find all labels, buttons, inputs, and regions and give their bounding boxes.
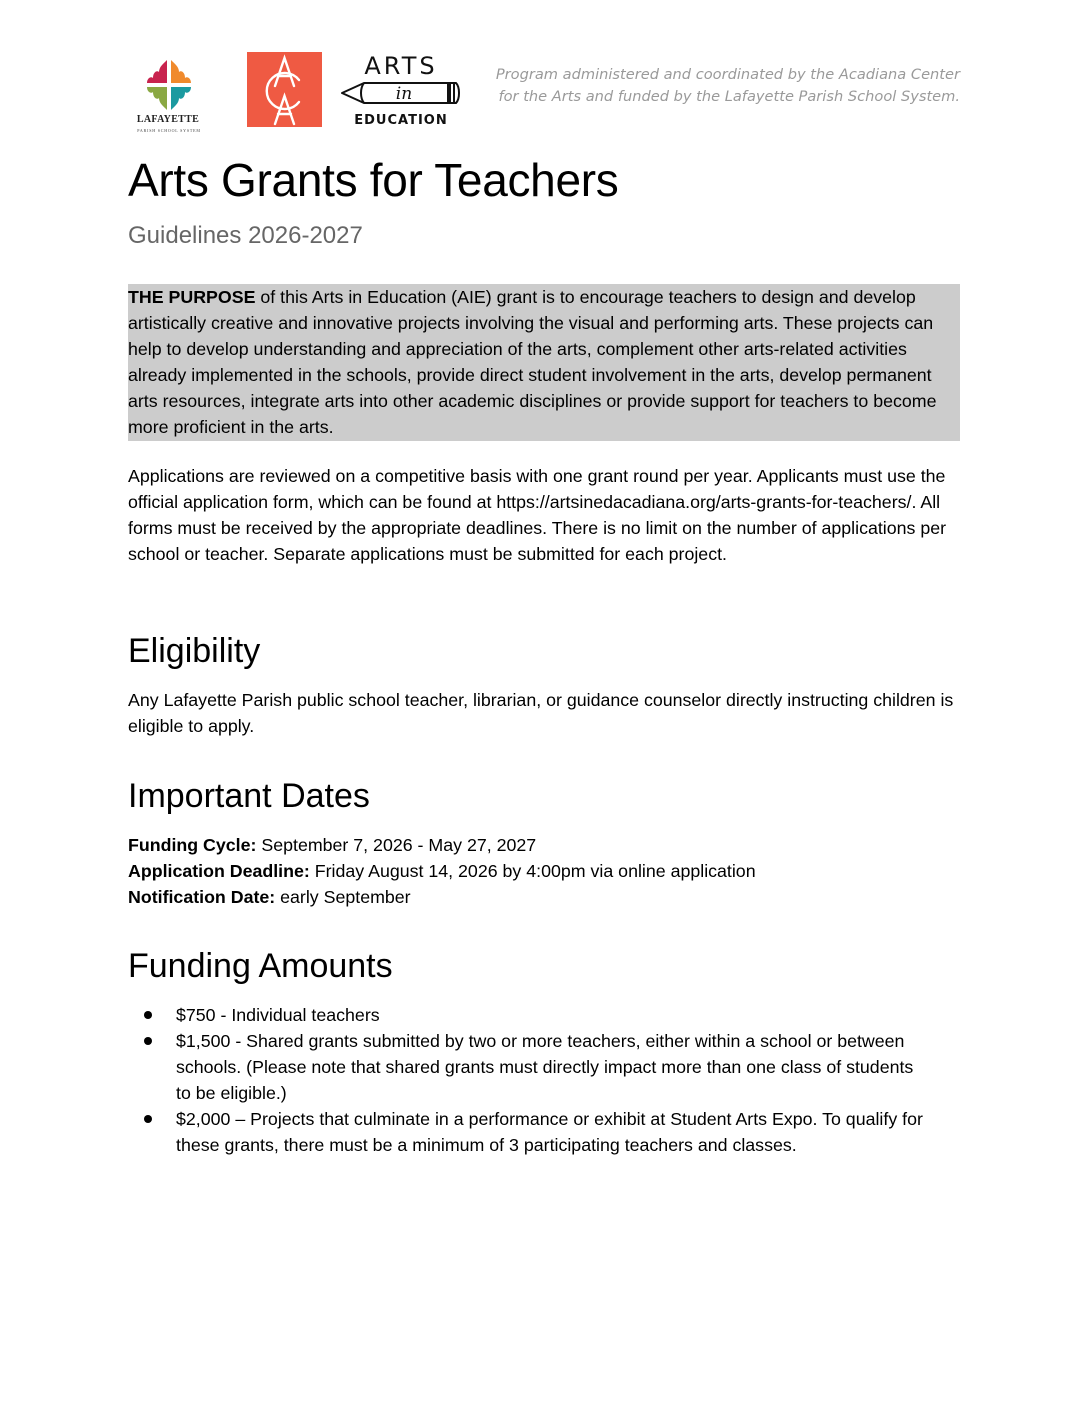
list-item — [128, 1106, 966, 1158]
important-dates-heading: Important Dates — [128, 777, 370, 815]
applications-paragraph: Applications are reviewed on a competitive basis with one grant round per year. Applicants must use the official application form, which can be found at https://artsinedacadiana.org/arts-grants-for-teachers/. All forms must be received by the appropriate deadlines. There is no limit on the number of applications per school or teacher. Separate applications must be submitted for each project. — [128, 466, 947, 564]
purpose-paragraph — [128, 284, 960, 440]
date-value: Friday August 14, 2026 by 4:00pm via online application — [309, 861, 756, 881]
list-item — [128, 1028, 926, 1106]
bullet-icon — [144, 1037, 152, 1045]
arts-in-education-logo — [338, 52, 464, 130]
funding-item-text: $750 - Individual teachers — [176, 1005, 380, 1025]
tagline-line-1: Program administered and coordinated by the Acadiana Center — [495, 66, 960, 83]
acadiana-center-logo — [247, 52, 322, 127]
date-value: early September — [275, 887, 411, 907]
page-title: Arts Grants for Teachers — [128, 154, 619, 206]
program-tagline — [480, 64, 960, 108]
date-row-application-deadline — [128, 858, 968, 884]
bullet-icon — [144, 1011, 152, 1019]
purpose-lead: THE PURPOSE — [128, 287, 256, 307]
svg-text:ARTS: ARTS — [364, 52, 438, 80]
purpose-text: of this Arts in Education (AIE) grant is to encourage teachers to design and develop artistically creative and innovative projects involving the visual and performing arts. These projects can help to develop understanding and appreciation of the arts, complement other arts-related activities already implemented in the schools, provide direct student involvement in the arts, develop permanent arts resources, integrate arts into other academic disciplines or provide support for teachers to become more proficient in the arts. — [128, 287, 937, 437]
lafayette-cross-icon — [141, 58, 197, 112]
page-subtitle: Guidelines 2026-2027 — [128, 222, 363, 249]
date-label: Notification Date: — [128, 887, 276, 907]
svg-text:in: in — [395, 84, 413, 104]
list-item — [128, 1002, 968, 1028]
lafayette-parish-logo — [128, 58, 210, 133]
arts-in-education-pencil-icon — [338, 52, 464, 130]
bullet-icon — [144, 1115, 152, 1123]
date-label: Application Deadline: — [128, 861, 310, 881]
date-label: Funding Cycle: — [128, 835, 257, 855]
eligibility-text: Any Lafayette Parish public school teacher, librarian, or guidance counselor directly instructing children is eligible to apply. — [128, 690, 954, 736]
eligibility-heading: Eligibility — [128, 632, 261, 670]
funding-item-text: $1,500 - Shared grants submitted by two or more teachers, either within a school or between schools. (Please note that shared grants must directly impact more than one class of students to be eligible.) — [176, 1031, 914, 1103]
funding-amounts-list — [128, 1002, 968, 1158]
tagline-line-2: for the Arts and funded by the Lafayette Parish School System. — [498, 88, 960, 105]
aca-monogram-icon — [247, 52, 322, 127]
important-dates-list — [128, 832, 968, 910]
funding-item-text: $2,000 – Projects that culminate in a performance or exhibit at Student Arts Expo. To qualify for these grants, there must be a minimum of 3 participating teachers and classes. — [176, 1109, 923, 1155]
lafayette-logo-subtitle: PARISH SCHOOL SYSTEM — [137, 128, 201, 133]
lafayette-logo-name: LAFAYETTE — [136, 114, 200, 125]
date-value: September 7, 2026 - May 27, 2027 — [256, 835, 537, 855]
svg-text:EDUCATION: EDUCATION — [354, 113, 448, 128]
purpose-highlight-box — [128, 284, 960, 441]
funding-amounts-heading: Funding Amounts — [128, 947, 393, 985]
date-row-funding-cycle — [128, 832, 968, 858]
date-row-notification-date — [128, 884, 968, 910]
